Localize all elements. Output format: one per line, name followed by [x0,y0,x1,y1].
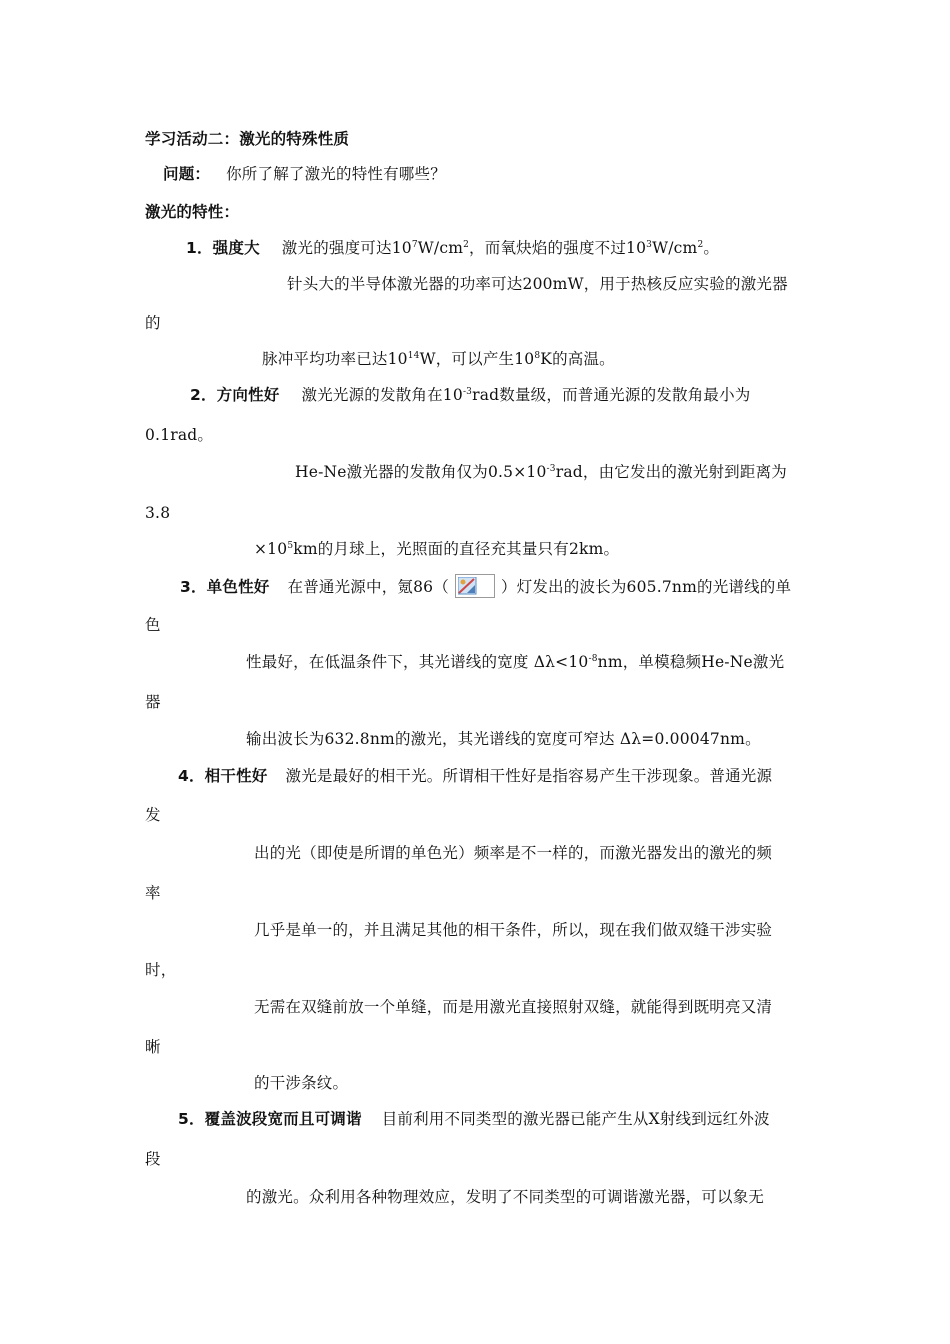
item-1-line-2: 针头大的半导体激光器的功率可达200mW，用于热核反应实验的激光器 [287,275,788,293]
text-run: 脉冲平均功率已达10 [262,350,408,368]
question-text: 你所了解了激光的特性有哪些？ [226,165,446,183]
item-4-line-1 [178,765,772,787]
text-run: W，可以产生10 [419,350,535,368]
element-symbol-image [455,574,495,598]
superscript: -8 [588,654,598,664]
superscript: -3 [546,464,556,474]
item-4-line-9: 的干涉条纹。 [254,1074,349,1092]
section-heading: 学习活动二：激光的特殊性质 [145,130,350,148]
item-3-line-4: 器 [145,693,161,711]
item-5-title: 5．覆盖波段宽而且可调谐 [178,1110,362,1128]
item-4-line-5: 几乎是单一的，并且满足其他的相干条件，所以，现在我们做双缝干涉实验 [254,921,773,939]
item-2-line-3 [295,461,787,483]
text-run: 激光是最好的相干光。所谓相干性好是指容易产生干涉现象。普通光源 [285,767,773,785]
question-label: 问题： [163,165,211,183]
text-run: 目前利用不同类型的激光器已能产生从X射线到远红外波 [381,1110,770,1128]
text-run: km的月球上，光照面的直径充其量只有2km。 [293,540,620,558]
item-1-line-3: 的 [145,314,161,332]
properties-subheading: 激光的特性： [145,203,240,221]
superscript: 2 [463,240,470,250]
text-run: W/cm [417,239,464,257]
superscript: 2 [697,240,704,250]
item-2-line-4: 3.8 [145,504,171,522]
item-2-line-1 [190,384,750,406]
text-run: 性最好，在低温条件下，其光谱线的宽度 Δλ<10 [246,653,589,671]
question-line [163,163,446,185]
item-4-line-4: 率 [145,884,161,902]
item-2-title: 2．方向性好 [190,386,280,404]
text-run: 激光的强度可达10 [281,239,412,257]
text-run: He-Ne激光器的发散角仅为0.5×10 [295,463,547,481]
item-1-line-1 [186,237,719,259]
item-3-title: 3．单色性好 [180,578,270,596]
text-run: rad，由它发出的激光射到距离为 [555,463,787,481]
item-3-line-3 [246,651,784,673]
text-run: ，而氧炔焰的强度不过10 [469,239,647,257]
item-4-line-6: 时， [145,961,177,979]
text-run: nm，单模稳频He-Ne激光 [597,653,785,671]
superscript: 5 [287,541,294,551]
item-2-line-5 [254,538,619,560]
superscript: 8 [534,351,541,361]
superscript: -3 [462,387,473,397]
item-5-line-3: 的激光。众利用各种物理效应，发明了不同类型的可调谐激光器，可以象无 [246,1188,765,1206]
text-run: ×10 [254,540,288,558]
item-5-line-1 [178,1108,770,1130]
item-3-line-2: 色 [145,616,161,634]
text-run: 激光光源的发散角在10 [301,386,463,404]
superscript: 7 [411,240,418,250]
text-run: 。 [703,239,720,257]
text-run: 在普通光源中，氪86（ [287,578,449,596]
text-run: ）灯发出的波长为605.7nm的光谱线的单 [500,578,792,596]
item-5-line-2: 段 [145,1150,161,1168]
text-run: rad数量级，而普通光源的发散角最小为 [472,386,751,404]
item-3-line-5: 输出波长为632.8nm的激光，其光谱线的宽度可窄达 Δλ=0.00047nm。 [246,730,761,748]
item-3-line-1 [180,574,791,598]
item-4-line-3: 出的光（即使是所谓的单色光）频率是不一样的，而激光器发出的激光的频 [254,844,773,862]
superscript: 3 [646,240,653,250]
item-4-line-2: 发 [145,806,161,824]
superscript: 14 [407,351,420,361]
text-run: K的高温。 [540,350,615,368]
text-run: W/cm [652,239,698,257]
item-1-title: 1．强度大 [186,239,260,257]
item-1-line-4 [262,348,615,370]
item-4-line-8: 晰 [145,1038,161,1056]
item-4-title: 4．相干性好 [178,767,268,785]
item-4-line-7: 无需在双缝前放一个单缝，而是用激光直接照射双缝，就能得到既明亮又清 [254,998,773,1016]
item-2-line-2: 0.1rad。 [145,426,214,444]
